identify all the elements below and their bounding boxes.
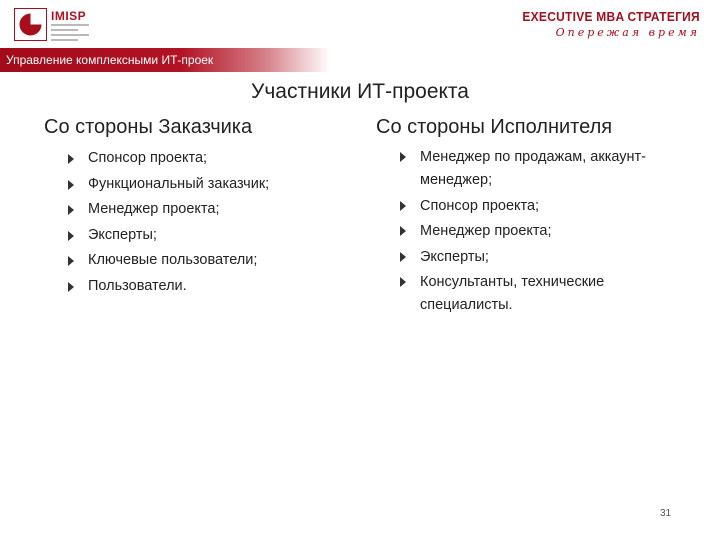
imisp-logo bbox=[14, 6, 94, 44]
section-band bbox=[0, 48, 330, 72]
list-item bbox=[64, 248, 334, 274]
page-number: 31 bbox=[660, 508, 672, 519]
list-item bbox=[64, 274, 334, 300]
list-item-text: Ключевые пользователи; bbox=[88, 252, 258, 268]
list-item-text: Эксперты; bbox=[420, 248, 489, 265]
triangle-right-icon bbox=[68, 205, 74, 215]
list-item bbox=[64, 197, 334, 223]
list-item-text: Функциональный заказчик; bbox=[88, 175, 270, 192]
list-item-text: Менеджер проекта; bbox=[88, 201, 220, 217]
triangle-right-icon bbox=[400, 152, 406, 162]
contractor-side-heading: Со стороны Исполнителя bbox=[376, 116, 613, 138]
list-item-text: Пользователи. bbox=[88, 277, 187, 294]
list-item-text: Эксперты; bbox=[88, 226, 157, 243]
list-item-text: Консультанты, технические специалисты. bbox=[420, 274, 605, 313]
triangle-right-icon bbox=[68, 180, 74, 190]
contractor-participants-list bbox=[396, 146, 656, 320]
list-item bbox=[396, 271, 656, 317]
list-item-text: Менеджер проекта; bbox=[420, 223, 552, 239]
list-item bbox=[64, 223, 334, 249]
slide-title: Участники ИТ-проекта bbox=[251, 80, 469, 103]
list-item-text: Спонсор проекта; bbox=[88, 150, 208, 166]
triangle-right-icon bbox=[68, 231, 74, 241]
triangle-right-icon bbox=[400, 252, 406, 262]
imisp-emblem-icon bbox=[14, 8, 47, 41]
list-item-text: Спонсор проекта; bbox=[420, 197, 540, 214]
triangle-right-icon bbox=[68, 282, 74, 292]
brand-tagline: Опережая время bbox=[555, 26, 700, 39]
list-item bbox=[64, 172, 334, 198]
list-item bbox=[396, 146, 656, 192]
customer-side-heading: Со стороны Заказчика bbox=[44, 116, 253, 138]
customer-participants-list bbox=[64, 146, 334, 299]
list-item bbox=[396, 195, 656, 218]
triangle-right-icon bbox=[68, 256, 74, 266]
logo-subtext-lines bbox=[51, 24, 89, 44]
list-item bbox=[396, 246, 656, 269]
triangle-right-icon bbox=[68, 154, 74, 164]
section-band-text: Управление комплексными ИТ-проек bbox=[6, 53, 214, 67]
program-brand bbox=[507, 9, 700, 39]
triangle-right-icon bbox=[400, 226, 406, 236]
triangle-right-icon bbox=[400, 201, 406, 211]
logo-name: IMISP bbox=[51, 9, 87, 23]
triangle-right-icon bbox=[400, 277, 406, 287]
brand-title: EXECUTIVE MBA СТРАТЕГИЯ bbox=[522, 9, 700, 24]
list-item bbox=[64, 146, 334, 172]
list-item-text: Менеджер по продажам, аккаунт-менеджер; bbox=[420, 149, 646, 188]
list-item bbox=[396, 220, 656, 243]
